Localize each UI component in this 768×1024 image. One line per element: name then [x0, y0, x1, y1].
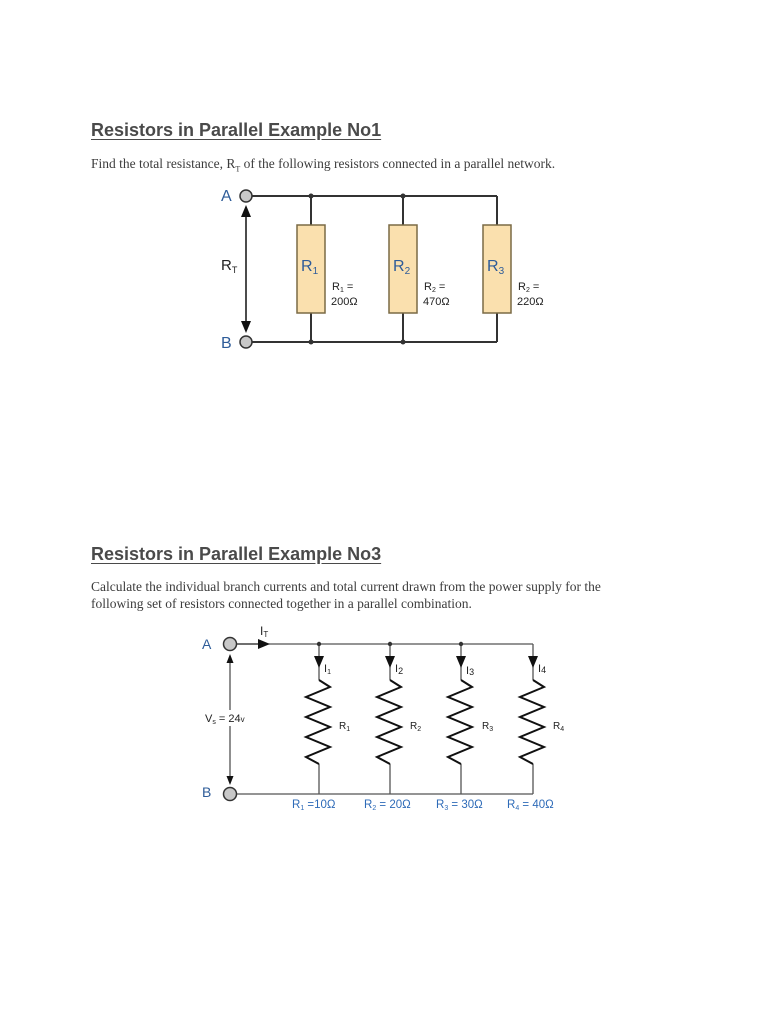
example3-resistor-4	[520, 680, 544, 764]
example3-junction-dot	[388, 642, 392, 646]
example3-resistor-3	[448, 680, 472, 764]
example3-supply-arrow-up-icon	[227, 654, 234, 663]
value-prefix: R	[507, 799, 516, 811]
res-sub: 2	[417, 726, 422, 733]
example1-resistor-2-value-name	[424, 281, 445, 294]
res-base: R	[339, 721, 347, 732]
value-rest: = 20Ω	[376, 799, 411, 811]
current-sub: 2	[398, 666, 404, 676]
supply-rest: = 24	[215, 713, 241, 725]
current-sub: 4	[541, 665, 547, 675]
example3-resistor-4-value	[507, 799, 554, 812]
example1-resistor-3-value-name	[518, 281, 539, 294]
example1-terminal-b-label: B	[221, 335, 232, 352]
example1-resistor-3-value: 220Ω	[517, 296, 544, 308]
example3-supply-arrow-down-icon	[227, 776, 234, 785]
example3-total-current-arrow-icon	[258, 639, 270, 649]
example3-current-2-label	[395, 663, 403, 676]
example3-terminal-a-node	[224, 638, 237, 651]
current-base: I	[395, 663, 399, 675]
example1-title: Resistors in Parallel Example No1	[91, 120, 382, 140]
value-sub: 3	[444, 805, 449, 812]
supply-base: V	[205, 713, 213, 725]
value-sub: 4	[515, 805, 520, 812]
example1-description-before: Find the total resistance, R	[91, 156, 236, 171]
example1-total-resistance-label	[221, 257, 238, 275]
example3-current-3-arrow-icon	[456, 656, 466, 668]
res-sub: 3	[489, 726, 494, 733]
example1-resistor-1-value: 200Ω	[331, 296, 358, 308]
resistor-label-sub: 1	[312, 266, 319, 277]
example1-terminal-a-node	[240, 190, 252, 202]
example3-current-2-arrow-icon	[385, 656, 395, 668]
value-prefix: R	[364, 799, 373, 811]
example1-junction-dot	[309, 340, 314, 345]
resistor-label-base: R	[301, 258, 313, 275]
example1-wires	[252, 196, 497, 342]
example3-resistor-2	[377, 680, 401, 764]
value-rest: = 30Ω	[448, 799, 483, 811]
example1-rt-arrow-down-icon	[241, 321, 251, 333]
example3-resistor-2-value	[364, 799, 411, 812]
example3-junction-dot	[459, 642, 463, 646]
example3-description-line-2: following set of resistors connected together in a parallel combination.	[91, 596, 472, 611]
res-base: R	[482, 721, 490, 732]
value-prefix: R	[292, 799, 301, 811]
example3-supply-voltage-label	[205, 713, 245, 726]
current-base: I	[324, 663, 328, 675]
current-sub: 3	[469, 667, 475, 677]
supply-unit: v	[240, 715, 245, 724]
res-sub: 1	[346, 726, 351, 733]
supply-sub: s	[212, 719, 216, 726]
example3-junction-dot	[317, 642, 321, 646]
total-current-sub: T	[263, 630, 269, 639]
example3-current-4-arrow-icon	[528, 656, 538, 668]
resistor-label-base: R	[487, 258, 499, 275]
value-sub: 2	[525, 287, 530, 294]
example3-terminal-a-label: A	[202, 636, 212, 652]
value-sub: 2	[372, 805, 377, 812]
example1-description-sub: T	[235, 164, 241, 174]
example3-wires	[236, 644, 533, 794]
example1-rt-sub: T	[231, 265, 238, 275]
example1-resistor-2-value: 470Ω	[423, 296, 450, 308]
example1-junction-dot	[309, 194, 314, 199]
example1-terminal-a-label: A	[221, 188, 232, 205]
example1-junction-dot	[401, 194, 406, 199]
example3-current-4-label	[538, 663, 546, 675]
value-suffix: =	[343, 281, 354, 293]
example1-rt-base: R	[221, 257, 232, 274]
example1-terminal-b-node	[240, 336, 252, 348]
example3-resistor-3-label	[482, 721, 493, 733]
value-rest: =10Ω	[304, 799, 336, 811]
current-sub: 1	[327, 669, 331, 676]
value-prefix: R	[436, 799, 445, 811]
value-prefix: R	[332, 281, 340, 293]
resistor-label-sub: 2	[404, 266, 411, 277]
example3-terminal-b-node	[224, 788, 237, 801]
example3-resistor-1	[306, 680, 330, 764]
example1-resistor-1-value-name	[332, 281, 353, 294]
example1-rt-arrow-up-icon	[241, 205, 251, 217]
example3-resistor-1-value	[292, 799, 336, 812]
res-base: R	[553, 721, 561, 732]
value-sub: 2	[431, 287, 436, 294]
example3-resistor-3-value	[436, 799, 483, 812]
value-suffix: =	[529, 281, 540, 293]
example3-terminal-b-label: B	[202, 784, 212, 800]
example3-description-line-1: Calculate the individual branch currents and total current drawn from the power supply for the	[91, 579, 601, 594]
example3-total-current-label	[260, 624, 268, 639]
example3-resistor-4-label	[553, 721, 564, 733]
example3-title: Resistors in Parallel Example No3	[91, 544, 382, 564]
example3-current-1-label	[324, 663, 331, 676]
value-prefix: R	[518, 281, 526, 293]
resistor-label-base: R	[393, 258, 405, 275]
value-sub: 1	[339, 287, 344, 294]
example3-description	[91, 578, 601, 612]
resistor-label-sub: 3	[498, 266, 505, 277]
example3-resistor-1-label	[339, 721, 350, 733]
current-base: I	[538, 663, 542, 675]
example3-resistor-2-label	[410, 721, 421, 733]
example3-current-3-label	[466, 665, 474, 677]
example1-description-after: of the following resistors connected in a parallel network.	[240, 156, 556, 171]
res-sub: 4	[560, 726, 565, 733]
res-base: R	[410, 721, 418, 732]
total-current-base: I	[260, 624, 264, 638]
value-suffix: =	[435, 281, 446, 293]
value-rest: = 40Ω	[519, 799, 554, 811]
value-sub: 1	[300, 805, 305, 812]
value-prefix: R	[424, 281, 432, 293]
example1-junction-dot	[401, 340, 406, 345]
current-base: I	[466, 665, 470, 677]
example3-current-1-arrow-icon	[314, 656, 324, 668]
